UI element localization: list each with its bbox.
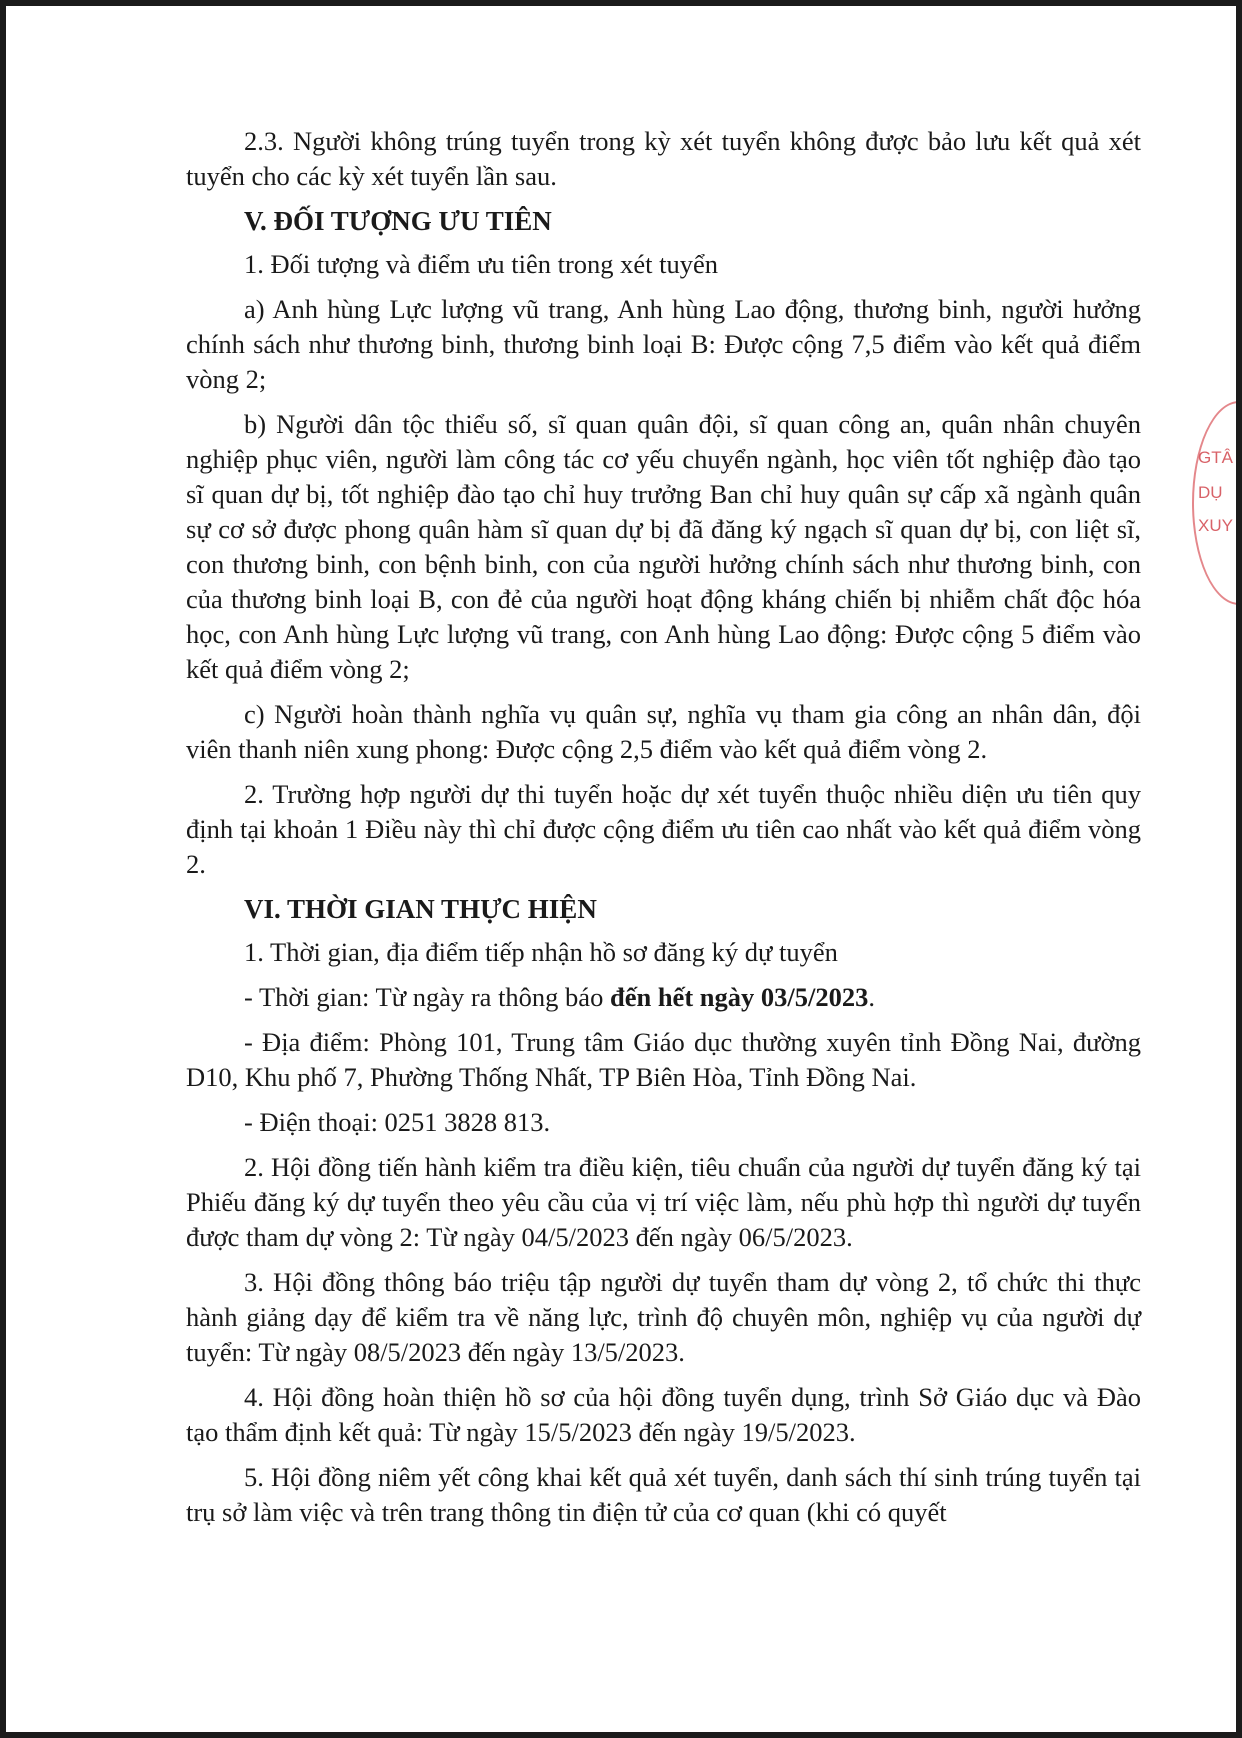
seal-text-3: XUY xyxy=(1198,516,1233,535)
document-body xyxy=(186,124,1141,1540)
paragraph-v-1b: b) Người dân tộc thiểu số, sĩ quan quân đội, sĩ quan công an, quân nhân chuyên nghiệp phục viên, người làm công tác cơ yếu chuyển ngành, học viên tốt nghiệp đào tạo sĩ quan dự bị, tốt nghiệp đào tạo chỉ huy trưởng Ban chỉ huy quân sự cấp xã ngành quân sự cơ sở được phong quân hàm sĩ quan dự bị đã đăng ký ngạch sĩ quan dự bị, con liệt sĩ, con thương binh, con bệnh binh, con của người hưởng chính sách như thương binh, con của thương binh loại B, con đẻ của người hoạt động kháng chiến bị nhiễm chất độc hóa học, con Anh hùng Lực lượng vũ trang, con Anh hùng Lao động: Được cộng 5 điểm vào kết quả điểm vòng 2; xyxy=(186,409,1141,684)
paragraph-vi-3: 3. Hội đồng thông báo triệu tập người dự tuyển tham dự vòng 2, tổ chức thi thực hành giảng dạy để kiểm tra về năng lực, trình độ chuyên môn, nghiệp vụ của người dự tuyển: Từ ngày 08/5/2023 đến ngày 13/5/2023. xyxy=(186,1267,1141,1367)
paragraph-v-1a: a) Anh hùng Lực lượng vũ trang, Anh hùng Lao động, thương binh, người hưởng chính sách như thương binh, thương binh loại B: Được cộng 7,5 điểm vào kết quả điểm vòng 2; xyxy=(186,294,1141,394)
paragraph-2-3: 2.3. Người không trúng tuyển trong kỳ xét tuyển không được bảo lưu kết quả xét tuyển cho các kỳ xét tuyển lần sau. xyxy=(186,126,1141,191)
paragraph-vi-5: 5. Hội đồng niêm yết công khai kết quả xét tuyển, danh sách thí sinh trúng tuyển tại trụ sở làm việc và trên trang thông tin điện tử của cơ quan (khi có quyết xyxy=(186,1462,1141,1527)
paragraph-vi-1-phone: - Điện thoại: 0251 3828 813. xyxy=(244,1107,551,1137)
document-page xyxy=(6,6,1236,1732)
seal-text-1: GTÂ xyxy=(1198,448,1233,467)
section-heading-vi: VI. THỜI GIAN THỰC HIỆN xyxy=(244,894,597,924)
section-heading-v: V. ĐỐI TƯỢNG ƯU TIÊN xyxy=(244,206,552,236)
time-period: . xyxy=(868,982,875,1012)
paragraph-v-2: 2. Trường hợp người dự thi tuyển hoặc dự xét tuyển thuộc nhiều diện ưu tiên quy định tại khoản 1 Điều này thì chỉ được cộng điểm ưu tiên cao nhất vào kết quả điểm vòng 2. xyxy=(186,779,1141,879)
time-label: - Thời gian: Từ ngày ra thông báo xyxy=(244,982,610,1012)
paragraph-v-1: 1. Đối tượng và điểm ưu tiên trong xét tuyển xyxy=(244,249,719,279)
paragraph-vi-2: 2. Hội đồng tiến hành kiểm tra điều kiện, tiêu chuẩn của người dự tuyển đăng ký tại Phiếu đăng ký dự tuyển theo yêu cầu của vị trí việc làm, nếu phù hợp thì người dự tuyển được tham dự vòng 2: Từ ngày 04/5/2023 đến ngày 06/5/2023. xyxy=(186,1152,1141,1252)
paragraph-vi-4: 4. Hội đồng hoàn thiện hồ sơ của hội đồng tuyển dụng, trình Sở Giáo dục và Đào tạo thẩm định kết quả: Từ ngày 15/5/2023 đến ngày 19/5/2023. xyxy=(186,1382,1141,1447)
red-seal-stamp xyxy=(1186,401,1236,611)
seal-text-2: DỤ xyxy=(1198,483,1223,502)
paragraph-vi-1-time xyxy=(186,980,1141,1015)
deadline-date: đến hết ngày 03/5/2023 xyxy=(609,982,869,1012)
paragraph-vi-1: 1. Thời gian, địa điểm tiếp nhận hồ sơ đăng ký dự tuyển xyxy=(244,937,838,967)
paragraph-v-1c: c) Người hoàn thành nghĩa vụ quân sự, nghĩa vụ tham gia công an nhân dân, đội viên thanh niên xung phong: Được cộng 2,5 điểm vào kết quả điểm vòng 2. xyxy=(186,699,1141,764)
paragraph-vi-1-location: - Địa điểm: Phòng 101, Trung tâm Giáo dục thường xuyên tỉnh Đồng Nai, đường D10, Khu phố 7, Phường Thống Nhất, TP Biên Hòa, Tỉnh Đồng Nai. xyxy=(186,1027,1141,1092)
